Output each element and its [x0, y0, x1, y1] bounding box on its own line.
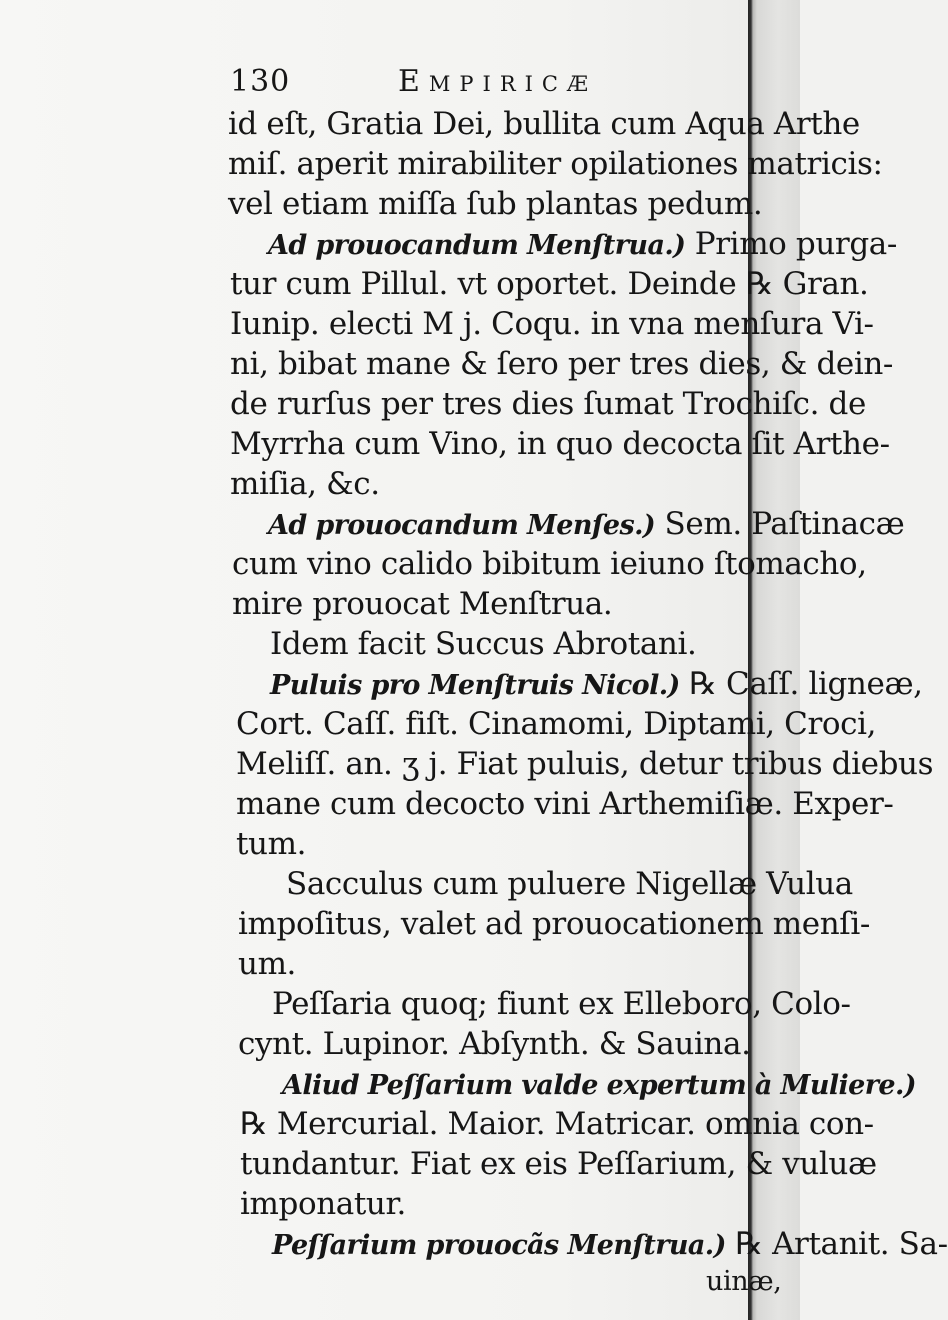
text-line: imponatur. — [240, 1186, 406, 1222]
text-line: mire prouocat Menſtrua. — [232, 586, 613, 622]
section-heading: Ad prouocandum Menſes.) — [268, 510, 656, 541]
text-line: de rurſus per tres dies ſumat Trochiſc. de — [230, 386, 866, 422]
section-heading: Puluis pro Menſtruis Nicol.) — [270, 670, 680, 701]
text-line: ni, bibat mane & ſero per tres dies, & dein- — [230, 346, 893, 382]
section-heading-line — [282, 1064, 916, 1104]
text-line: miſ. aperit mirabiliter opilationes matricis: — [228, 146, 883, 182]
text-line: impoſitus, valet ad prouocationem menſi- — [238, 906, 870, 942]
text-line: miſia, &c. — [230, 466, 380, 502]
page-header — [230, 64, 750, 104]
section-heading: Peſſarium prouocãs Menſtrua.) — [272, 1230, 726, 1261]
text-line: Idem facit Succus Abrotani. — [270, 626, 697, 662]
text-line: tundantur. Fiat ex eis Peſſarium, & vuluæ — [240, 1146, 877, 1182]
text-line: tur cum Pillul. vt oportet. Deinde ℞ Gran. — [230, 266, 869, 302]
text-line: Iunip. electi M j. Coqu. in vna menſura Vi- — [230, 306, 874, 342]
section-heading-line: Peſſarium prouocãs Menſtrua.) ℞ Artanit. Sa- — [272, 1226, 948, 1262]
text-line: Myrrha cum Vino, in quo decocta ſit Arthe- — [230, 426, 890, 462]
text-line: Meliſſ. an. ʒ j. Fiat puluis, detur tribus diebus — [236, 746, 934, 782]
text-line: uinæ, — [706, 1266, 782, 1297]
text-line: mane cum decocto vini Arthemiſiæ. Exper- — [236, 786, 894, 822]
text-line: ℞ Mercurial. Maior. Matricar. omnia con- — [240, 1106, 874, 1142]
text-line: tum. — [236, 826, 307, 862]
text-line: um. — [238, 946, 297, 982]
text-line: cynt. Lupinor. Abſynth. & Sauina. — [238, 1026, 751, 1062]
running-title: Empiricæ — [398, 64, 598, 99]
section-heading-line: Ad prouocandum Menſes.) Sem. Paſtinacæ — [268, 506, 905, 542]
text-line: Sacculus cum puluere Nigellæ Vulua — [286, 866, 853, 902]
text-line: id eſt, Gratia Dei, bullita cum Aqua Arthe — [228, 106, 860, 142]
section-heading-line: Ad prouocandum Menſtrua.) Primo purga- — [268, 226, 897, 262]
section-heading-line: Puluis pro Menſtruis Nicol.) ℞ Caſſ. ligneæ, — [270, 666, 923, 702]
text-line: cum vino calido bibitum ieiuno ſtomacho, — [232, 546, 867, 582]
text-line: Cort. Caſſ. fiſt. Cinamomi, Diptami, Croci, — [236, 706, 877, 742]
section-heading: Ad prouocandum Menſtrua.) — [268, 230, 686, 261]
text-line: Peſſaria quoq; fiunt ex Elleboro, Colo- — [272, 986, 851, 1022]
text-line: vel etiam miſſa ſub plantas pedum. — [228, 186, 763, 222]
page-number: 130 — [230, 64, 291, 99]
section-heading: Aliud Peſſarium valde expertum à Muliere.) — [282, 1070, 916, 1101]
